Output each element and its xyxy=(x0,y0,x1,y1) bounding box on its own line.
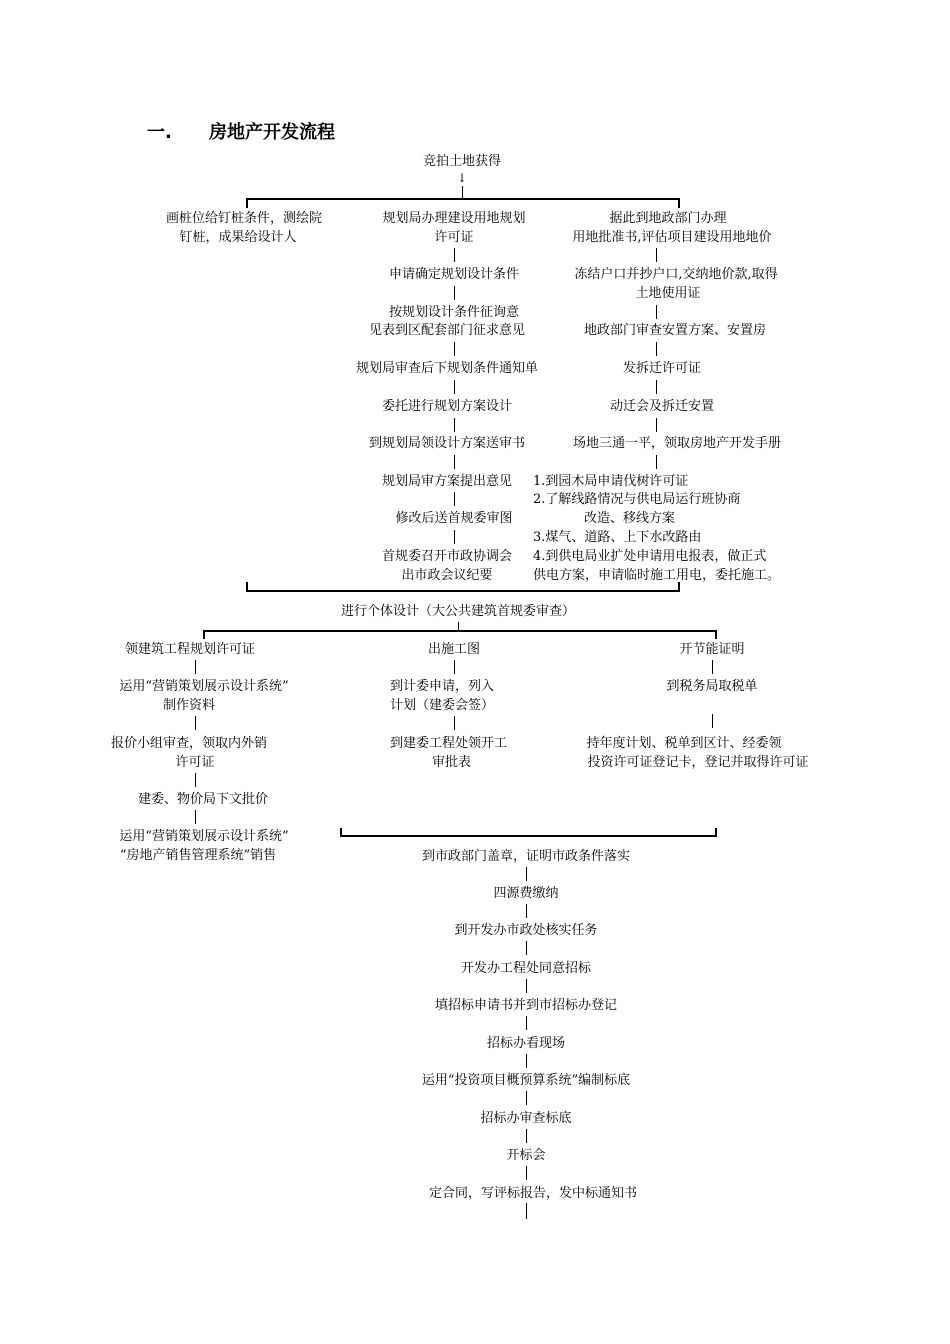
phase3-step-1: 到市政部门盖章，证明市政条件落实 xyxy=(421,849,631,864)
phase1-right-list-item-4-cont: 供电方案，申请临时施工用电，委托施工。 xyxy=(533,568,781,583)
start-node: 竞拍土地获得 xyxy=(422,154,502,169)
connector xyxy=(526,1016,527,1030)
phase1-mid-step-1a: 规划局办理建设用地规划 xyxy=(382,211,526,226)
phase2-right-step-1: 开节能证明 xyxy=(679,642,745,657)
connector xyxy=(526,941,527,955)
connector xyxy=(195,810,196,824)
phase2-title: 进行个体设计（大公共建筑首规委审查） xyxy=(340,604,576,619)
phase1-right-list-item-2-cont: 改造、移线方案 xyxy=(584,511,676,526)
phase3-step-5: 填招标申请书并到市招标办登记 xyxy=(434,998,618,1013)
phase1-mid-step-3b: 见表到区配套部门征求意见 xyxy=(368,323,526,338)
section-heading xyxy=(147,118,335,144)
connector xyxy=(526,1203,527,1219)
phase3-step-3: 到开发办市政处核实任务 xyxy=(454,923,598,938)
phase2-left-step-2b: 制作资料 xyxy=(162,698,216,713)
phase2-merge-bracket xyxy=(340,828,717,837)
phase2-left-step-5b: “房地产销售管理系统”销售 xyxy=(119,848,277,863)
phase1-mid-step-9a: 首规委召开市政协调会 xyxy=(381,549,513,564)
connector xyxy=(712,714,713,728)
connector xyxy=(526,867,527,881)
phase1-left-node-line1: 画桩位给钉桩条件，测绘院 xyxy=(165,211,323,226)
phase2-left-step-5a: 运用“营销策划展示设计系统” xyxy=(119,829,289,844)
connector xyxy=(454,492,455,506)
phase3-step-10: 定合同，写评标报告，发中标通知书 xyxy=(428,1186,638,1201)
phase1-right-list-item-1: 1.到园木局申请伐树许可证 xyxy=(533,474,689,489)
connector xyxy=(526,1129,527,1143)
phase1-left-node-line2: 钉桩，成果给设计人 xyxy=(179,230,297,245)
phase1-mid-step-7: 规划局审方案提出意见 xyxy=(381,474,513,489)
connector xyxy=(195,660,196,674)
connector xyxy=(454,342,455,356)
phase3-step-6: 招标办看现场 xyxy=(486,1036,566,1051)
connector xyxy=(454,716,455,730)
connector xyxy=(454,418,455,432)
phase1-mid-step-8: 修改后送首规委审图 xyxy=(395,511,513,526)
connector xyxy=(656,418,657,432)
connector xyxy=(712,660,713,674)
phase1-mid-step-6: 到规划局领设计方案送审书 xyxy=(368,436,526,451)
phase2-right-step-2: 到税务局取税单 xyxy=(666,679,758,694)
phase1-right-list-item-3: 3.煤气、道路、上下水改路由 xyxy=(533,530,702,545)
phase1-right-step-6: 场地三通一平，领取房地产开发手册 xyxy=(572,436,782,451)
phase1-right-step-1a: 据此到地政部门办理 xyxy=(609,211,727,226)
connector xyxy=(454,660,455,674)
connector xyxy=(526,979,527,993)
connector xyxy=(526,1166,527,1180)
phase3-step-8: 招标办审查标底 xyxy=(480,1111,572,1126)
connector xyxy=(656,380,657,394)
phase2-left-step-2a: 运用“营销策划展示设计系统” xyxy=(119,679,289,694)
phase1-right-list-item-2: 2.了解线路情况与供电局运行班协商 xyxy=(533,492,741,507)
connector xyxy=(526,904,527,918)
phase1-merge-bracket xyxy=(246,582,680,592)
connector xyxy=(195,773,196,787)
phase1-mid-step-9b: 出市政会议纪要 xyxy=(401,568,493,583)
down-arrow-icon: ↓ xyxy=(456,171,468,185)
connector xyxy=(656,342,657,356)
phase2-mid-step-2b: 计划（建委会签） xyxy=(390,698,495,713)
connector xyxy=(454,248,455,262)
phase2-left-step-3b: 许可证 xyxy=(175,755,215,770)
heading-title: 房地产开发流程 xyxy=(209,122,335,143)
heading-number: 一. xyxy=(147,122,172,143)
phase1-right-step-2b: 土地使用证 xyxy=(635,286,701,301)
phase2-left-step-4: 建委、物价局下文批价 xyxy=(137,792,269,807)
phase1-split-bracket xyxy=(246,198,680,208)
phase2-mid-step-3a: 到建委工程处领开工 xyxy=(390,736,508,751)
phase2-left-step-1: 领建筑工程规划许可证 xyxy=(124,642,256,657)
phase2-left-step-3a: 报价小组审查，领取内外销 xyxy=(110,736,268,751)
connector xyxy=(454,455,455,469)
phase1-right-step-2a: 冻结户口并抄户口,交纳地价款,取得 xyxy=(574,267,778,282)
connector xyxy=(656,305,657,319)
connector xyxy=(454,286,455,300)
phase2-mid-step-1: 出施工图 xyxy=(427,642,481,657)
phase1-right-list-item-4: 4.到供电局业扩处申请用电报表，做正式 xyxy=(533,549,767,564)
phase3-step-9: 开标会 xyxy=(506,1148,546,1163)
connector xyxy=(462,186,463,198)
connector xyxy=(656,455,657,469)
phase1-right-step-3: 地政部门审查安置方案、安置房 xyxy=(583,323,767,338)
phase3-step-4: 开发办工程处同意招标 xyxy=(460,961,592,976)
phase1-mid-step-5: 委托进行规划方案设计 xyxy=(381,399,513,414)
connector xyxy=(454,380,455,394)
phase3-step-7: 运用“投资项目概预算系统”编制标底 xyxy=(421,1073,631,1088)
phase1-mid-step-4: 规划局审查后下规划条件通知单 xyxy=(355,361,539,376)
phase2-right-step-3b: 投资许可证登记卡，登记并取得许可证 xyxy=(587,755,809,770)
phase2-mid-step-3b: 审批表 xyxy=(432,755,472,770)
phase1-right-step-4: 发拆迁许可证 xyxy=(622,361,702,376)
connector xyxy=(195,716,196,730)
phase2-right-step-3a: 持年度计划、税单到区计、经委领 xyxy=(586,736,782,751)
phase1-mid-step-3a: 按规划设计条件征询意 xyxy=(388,305,520,320)
phase1-mid-step-1b: 许可证 xyxy=(434,230,474,245)
connector xyxy=(526,1091,527,1105)
phase2-split-bracket xyxy=(203,630,717,639)
phase1-right-step-5: 动迁会及拆迁安置 xyxy=(609,399,715,414)
phase1-mid-step-2: 申请确定规划设计条件 xyxy=(388,267,520,282)
connector xyxy=(656,248,657,262)
connector xyxy=(526,1054,527,1068)
phase3-step-2: 四源费缴纳 xyxy=(493,886,559,901)
connector xyxy=(458,622,459,631)
phase1-right-step-1b: 用地批准书,评估项目建设用地地价 xyxy=(572,230,772,245)
phase2-mid-step-2a: 到计委申请，列入 xyxy=(390,679,495,694)
connector xyxy=(454,530,455,544)
